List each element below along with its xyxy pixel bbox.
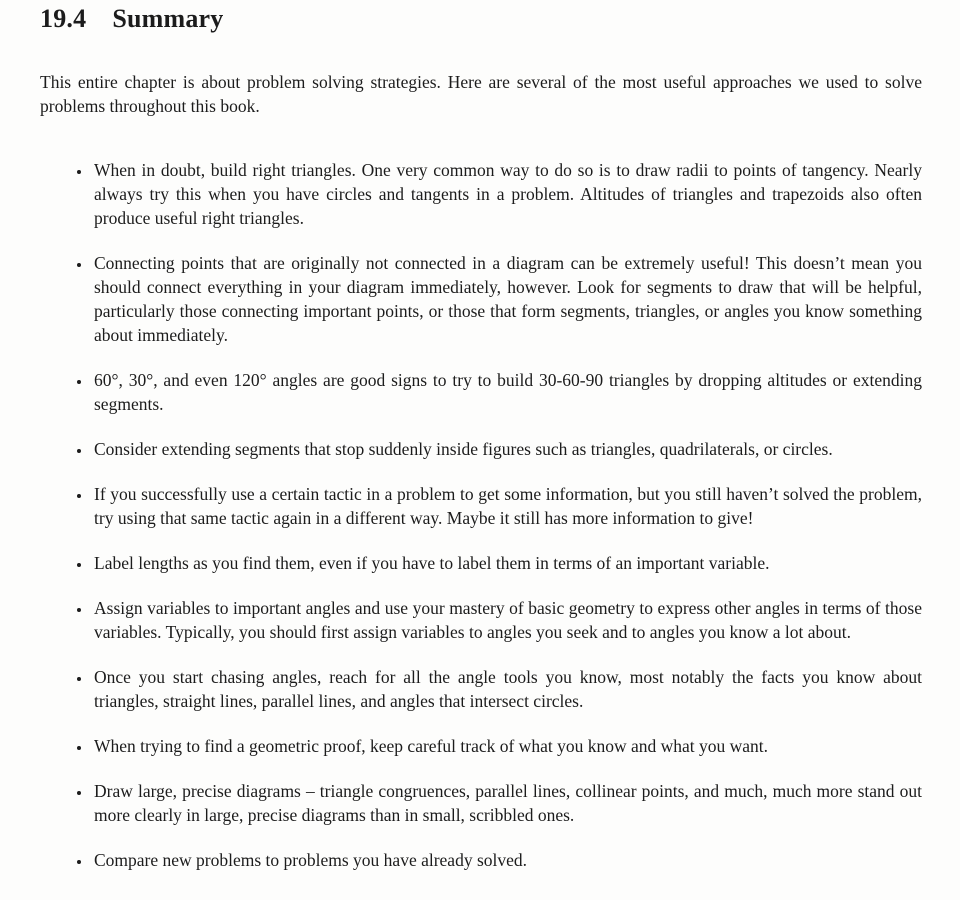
bullet-item: • When in doubt, build right triangles. One very common way to do so is to draw radii to points of tangency. Nearly always try this when you have circles and tangents in a problem. Altitudes of triangles and trapezoids also often produce useful right triangles. <box>92 158 922 230</box>
bullet-item: • When trying to find a geometric proof, keep careful track of what you know and what you want. <box>92 734 922 758</box>
section-title: Summary <box>112 4 224 33</box>
summary-bullet-list <box>40 158 922 872</box>
bullet-item: • Compare new problems to problems you have already solved. <box>92 848 922 872</box>
intro-paragraph: This entire chapter is about problem solving strategies. Here are several of the most useful approaches we used to solve problems throughout this book. <box>40 72 922 116</box>
bullet-item: • Once you start chasing angles, reach for all the angle tools you know, most notably the facts you know about triangles, straight lines, parallel lines, and angles that intersect circles. <box>92 665 922 713</box>
section-number: 19.4 <box>40 4 87 33</box>
bullet-item: • Assign variables to important angles and use your mastery of basic geometry to express other angles in terms of those variables. Typically, you should first assign variables to angles you seek and to angles you know a lot about. <box>92 596 922 644</box>
bullet-item: • Connecting points that are originally not connected in a diagram can be extremely useful! This doesn’t mean you should connect everything in your diagram immediately, however. Look for segments to draw that will be helpful, particularly those connecting important points, or those that form segments, triangles, or angles you know something about immediately. <box>92 251 922 347</box>
page-title <box>40 4 922 34</box>
bullet-item: • Draw large, precise diagrams – triangle congruences, parallel lines, collinear points, and much, much more stand out more clearly in large, precise diagrams than in small, scribbled ones. <box>92 779 922 827</box>
bullet-item: • 60°, 30°, and even 120° angles are good signs to try to build 30-60-90 triangles by dropping altitudes or extending segments. <box>92 368 922 416</box>
bullet-item: • Consider extending segments that stop suddenly inside figures such as triangles, quadrilaterals, or circles. <box>92 437 922 461</box>
bullet-item: • If you successfully use a certain tactic in a problem to get some information, but you still haven’t solved the problem, try using that same tactic again in a different way. Maybe it still has more information to give! <box>92 482 922 530</box>
bullet-item: • Label lengths as you find them, even if you have to label them in terms of an important variable. <box>92 551 922 575</box>
